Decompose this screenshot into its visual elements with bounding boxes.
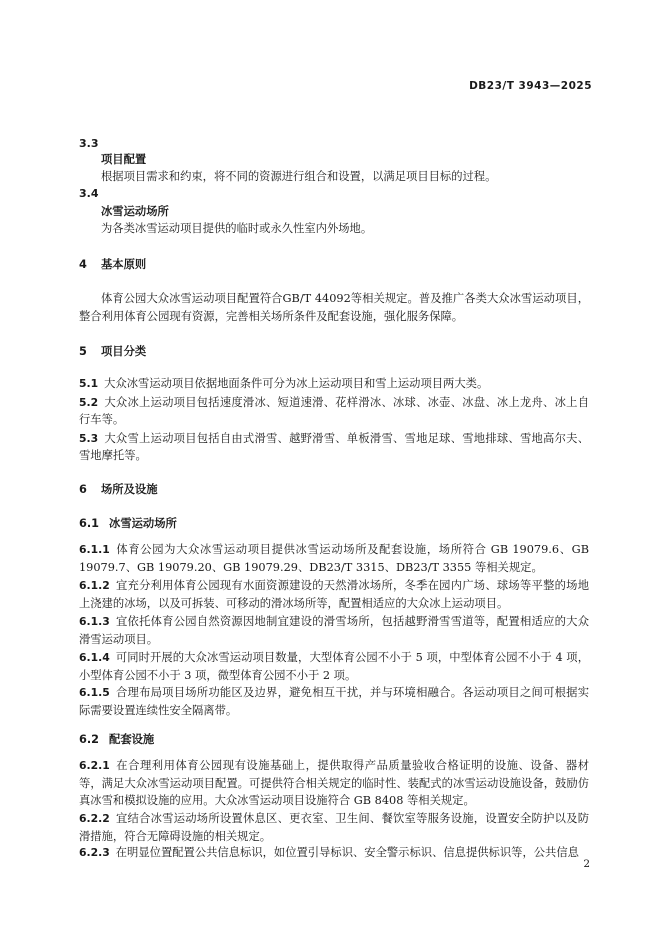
clause-text: 在合理利用体育公园现有设施基础上，提供取得产品质量验收合格证明的设施、设备、器材等，满足大众冰雪运动项目配置。可提供符合相关规定的临时性、装配式的冰雪运动设施设备，鼓励仿真冰雪和模拟设施的应用。大众冰雪运动项目设施符合 GB 8408 等相关规定。 xyxy=(79,759,589,807)
subsection-number: 6.2 xyxy=(79,733,100,746)
clause-text: 大众冰上运动项目包括速度滑冰、短道速滑、花样滑冰、冰球、冰壶、冰盘、冰上龙舟、冰上自行车等。 xyxy=(79,396,589,426)
clause xyxy=(79,649,589,684)
clause xyxy=(79,394,589,428)
subsection-title: 配套设施 xyxy=(109,733,155,746)
clause-number: 6.1.5 xyxy=(79,686,110,699)
section-paragraph: 体育公园大众冰雪运动项目配置符合GB/T 44092等相关规定。普及推广各类大众冰雪运动项目，整合利用体育公园现有资源，完善相关场所条件及配套设施，强化服务保障。 xyxy=(79,292,589,323)
clause xyxy=(79,757,589,810)
clause-text: 宜充分利用体育公园现有水面资源建设的天然滑冰场所，冬季在园内广场、球场等平整的场地上浇建的冰场，以及可拆装、可移动的滑冰场所等，配置相适应的大众冰上运动项目。 xyxy=(79,579,589,610)
section-heading xyxy=(79,482,158,498)
clause xyxy=(79,376,589,392)
subsection-title: 冰雪运动场所 xyxy=(109,517,177,530)
clause xyxy=(79,684,589,719)
clause-number: 6.1.3 xyxy=(79,615,110,628)
subsection-number: 6.1 xyxy=(79,517,100,530)
clause-text: 合理布局项目场所功能区及边界，避免相互干扰，并与环境相融合。各运动项目之间可根据实际需要设置连续性安全隔离带。 xyxy=(79,686,589,717)
term-definition: 为各类冰雪运动项目提供的临时或永久性室内外场地。 xyxy=(101,222,373,235)
section-heading xyxy=(79,257,146,273)
clause-text: 宜结合冰雪运动场所设置休息区、更衣室、卫生间、餐饮室等服务设施，设置安全防护以及防滑措施，符合无障碍设施的相关规定。 xyxy=(79,812,589,843)
clause-number: 6.2.1 xyxy=(79,759,110,772)
clause-text: 大众冰雪运动项目依据地面条件可分为冰上运动项目和雪上运动项目两大类。 xyxy=(104,377,489,390)
page-number: 2 xyxy=(583,858,590,870)
clause-number: 6.1.4 xyxy=(79,651,110,664)
clause-text: 可同时开展的大众冰雪运动项目数量，大型体育公园不小于 5 项，中型体育公园不小于 4 项，小型体育公园不小于 3 项，微型体育公园不小于 2 项。 xyxy=(79,651,589,682)
clause-number: 5.3 xyxy=(79,432,99,445)
clause xyxy=(79,430,589,464)
clause-text: 宜依托体育公园自然资源因地制宜建设的滑雪场所，包括越野滑雪雪道等，配置相适应的大众滑雪运动项目。 xyxy=(79,615,589,646)
section-number: 5 xyxy=(79,345,87,358)
subsection-heading xyxy=(79,732,154,748)
term-number: 3.4 xyxy=(79,187,99,200)
section-title: 基本原则 xyxy=(101,258,147,271)
section-number: 6 xyxy=(79,483,87,496)
clause-number: 5.2 xyxy=(79,396,99,409)
term-title: 项目配置 xyxy=(101,153,147,166)
clause-text: 体育公园为大众冰雪运动项目提供冰雪运动场所及配套设施，场所符合 GB 19079.6、GB 19079.7、GB 19079.20、GB 19079.29、DB23/T 3315、DB23/T 3355 等相关规定。 xyxy=(79,543,589,574)
clause-number: 6.2.3 xyxy=(79,846,110,859)
clause xyxy=(79,577,589,612)
document-code-header: DB23/T 3943—2025 xyxy=(469,80,592,92)
section-title: 项目分类 xyxy=(101,345,147,358)
subsection-heading xyxy=(79,516,177,532)
clause-number: 6.2.2 xyxy=(79,812,110,825)
term-number: 3.3 xyxy=(79,137,99,150)
clause-text: 大众雪上运动项目包括自由式滑雪、越野滑雪、单板滑雪、雪地足球、雪地排球、雪地高尔夫、雪地摩托等。 xyxy=(79,432,589,462)
section-title: 场所及设施 xyxy=(101,483,158,496)
clause xyxy=(79,613,589,648)
clause xyxy=(79,541,589,576)
term-definition: 根据项目需求和约束，将不同的资源进行组合和设置，以满足项目目标的过程。 xyxy=(101,170,497,183)
clause-text: 在明显位置配置公共信息标识，如位置引导标识、安全警示标识、信息提供标识等，公共信息 xyxy=(115,846,579,859)
clause-number: 5.1 xyxy=(79,377,99,390)
clause-number: 6.1.1 xyxy=(79,543,110,556)
section-number: 4 xyxy=(79,258,87,271)
clause-number: 6.1.2 xyxy=(79,579,110,592)
clause xyxy=(79,810,589,845)
term-title: 冰雪运动场所 xyxy=(101,205,169,218)
clause xyxy=(79,845,589,861)
section-heading xyxy=(79,344,146,360)
